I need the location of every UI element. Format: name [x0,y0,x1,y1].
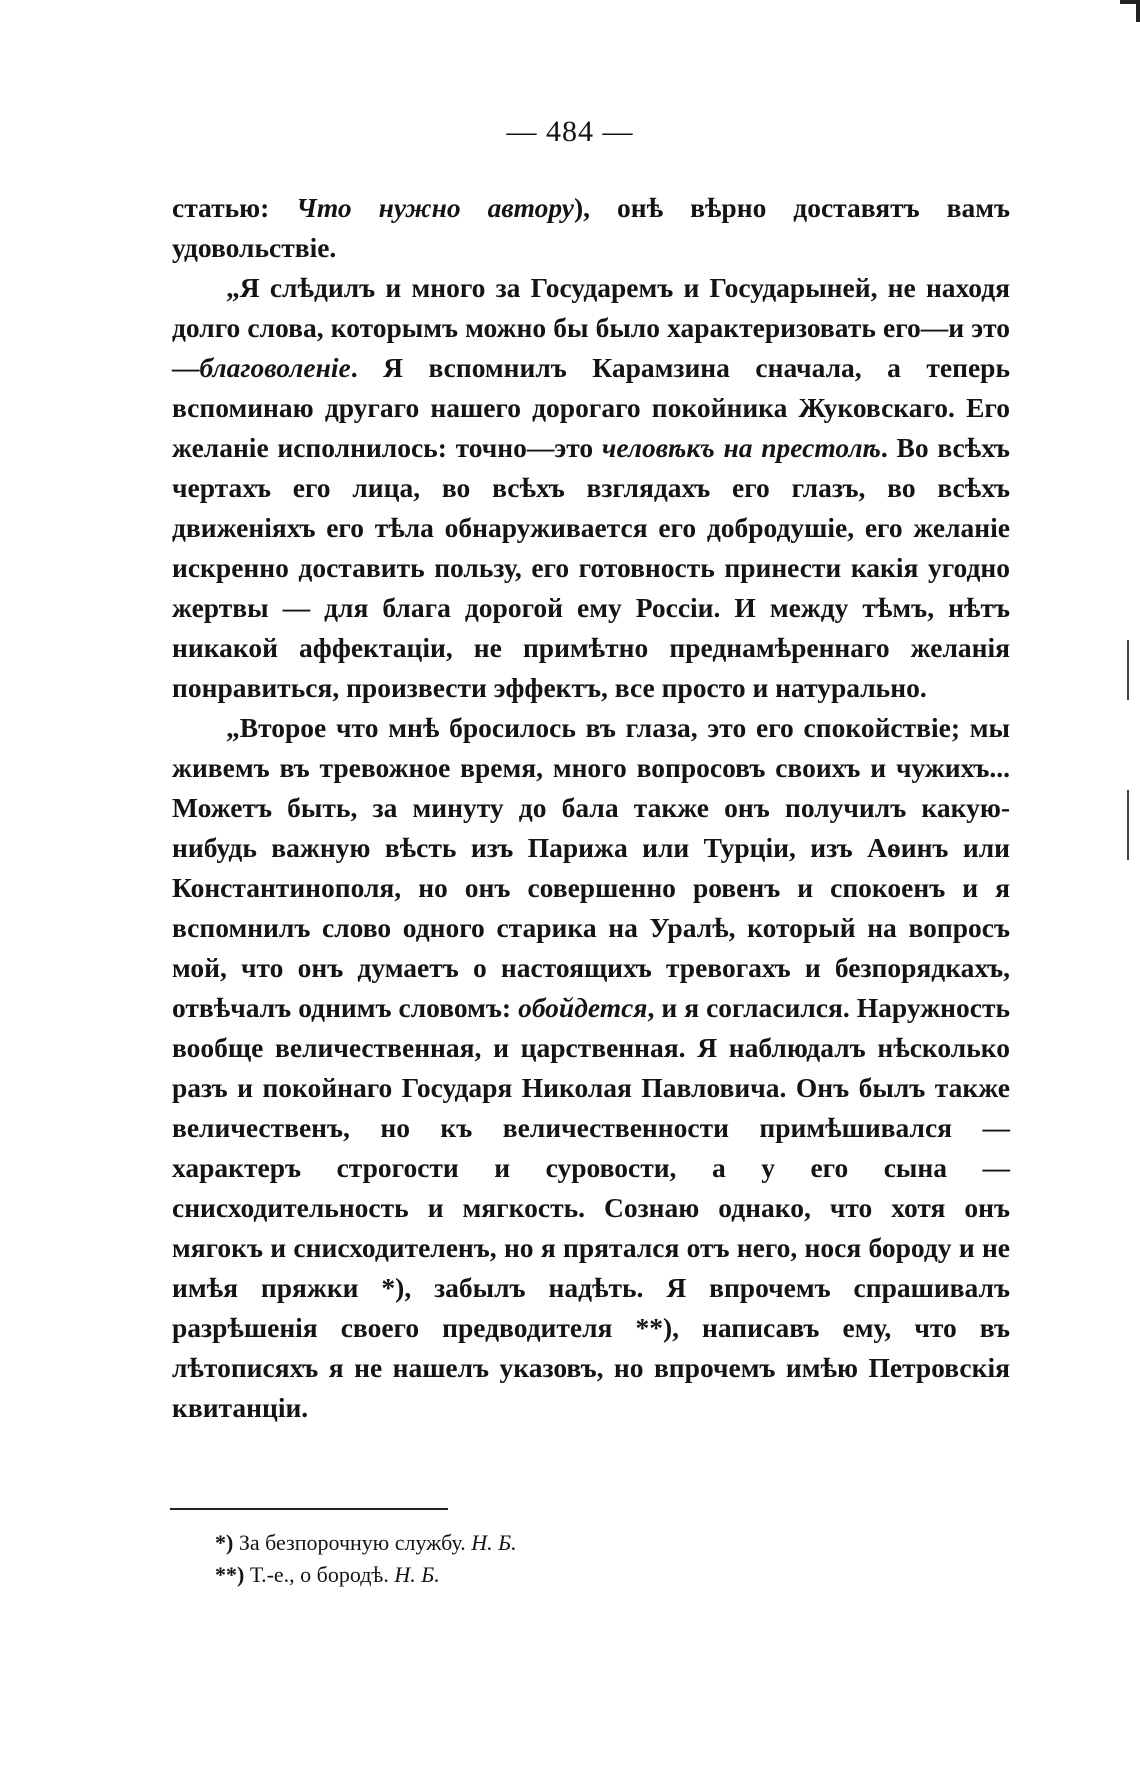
page-number: — 484 — [506,115,634,148]
footnote-signature: Н. Б. [471,1530,517,1555]
text-segment: ), онѣ вѣрно доставятъ вамъ удовольствіе. [172,192,1011,263]
footnotes [215,1527,915,1591]
footnote-text: Т.-е., о бородѣ. [244,1562,395,1587]
text-segment: , и я согласился. Наружность вообще величественная, и царственная. Я наблюдалъ нѣсколько разъ и покойнаго Государя Николая Павловича. Онъ былъ также величественъ, но къ величественности примѣшивался — характеръ строгости и суровости, а у его сына — снисходительность и мягкость. Сознаю однако, что хотя онъ мягокъ и снисходителенъ, но я прятался отъ него, нося бороду и не имѣя пряжки *), забылъ надѣть. Я впрочемъ спрашивалъ разрѣшенія своего предводителя **), написавъ ему, что въ лѣтописяхъ я не нашелъ указовъ, но впрочемъ имѣю Петровскія квитанціи. [172,992,1010,1423]
paragraph-2 [172,268,1010,708]
text-segment: „Я слѣдилъ и много за Государемъ и Государыней, не находя долго слова, которымъ можно бы было характеризовать его—и это— [172,272,1010,383]
text-segment: . Во всѣхъ чертахъ его лица, во всѣхъ взглядахъ его глазъ, во всѣхъ движеніяхъ его тѣла обнаруживается его добродушіе, его желаніе искренно доставить пользу, его готовность принести какія угодно жертвы — для блага дорогой ему Россіи. И между тѣмъ, нѣтъ никакой аффектаціи, не примѣтно преднамѣреннаго желанія понравиться, произвести эффектъ, все просто и натурально. [172,432,1010,703]
italic-segment: человѣкъ на престолѣ [601,432,881,463]
footnote-1 [215,1527,915,1559]
paragraph-1 [172,188,1010,268]
footnote-text: За безпорочную службу. [233,1530,472,1555]
body-text [172,188,1010,1428]
scan-margin-tick [1127,640,1129,700]
text-segment: статью: [172,192,297,223]
italic-segment: благоволеніе [199,352,351,383]
footnote-signature: Н. Б. [394,1562,440,1587]
text-segment: „Второе что мнѣ бросилось въ глаза, это его спокойствіе; мы живемъ въ тревожное время, много вопросовъ своихъ и чужихъ... Можетъ быть, за минуту до бала также онъ получилъ какую-нибудь важную вѣсть изъ Парижа или Турціи, изъ Аѳинъ или Константинополя, но онъ совершенно ровенъ и спокоенъ и я вспомнилъ слово одного старика на Уралѣ, который на вопросъ мой, что онъ думаетъ о настоящихъ тревогахъ и безпорядкахъ, отвѣчалъ однимъ словомъ: [172,712,1010,1023]
footnote-mark: *) [215,1530,234,1555]
footnote-divider [170,1508,448,1510]
text-segment: . Я вспомнилъ Карамзина сначала, а теперь вспоминаю другаго нашего дорогаго покойника Жуковскаго. Его желаніе исполнилось: точно—это [172,352,1010,463]
scan-corner-mark [1120,0,1140,22]
italic-segment: обойдется [518,992,648,1023]
italic-segment: Что нужно автору [296,192,574,223]
scan-margin-tick [1127,790,1129,860]
footnote-2 [215,1559,915,1591]
paragraph-3 [172,708,1010,1428]
footnote-mark: **) [215,1562,245,1587]
